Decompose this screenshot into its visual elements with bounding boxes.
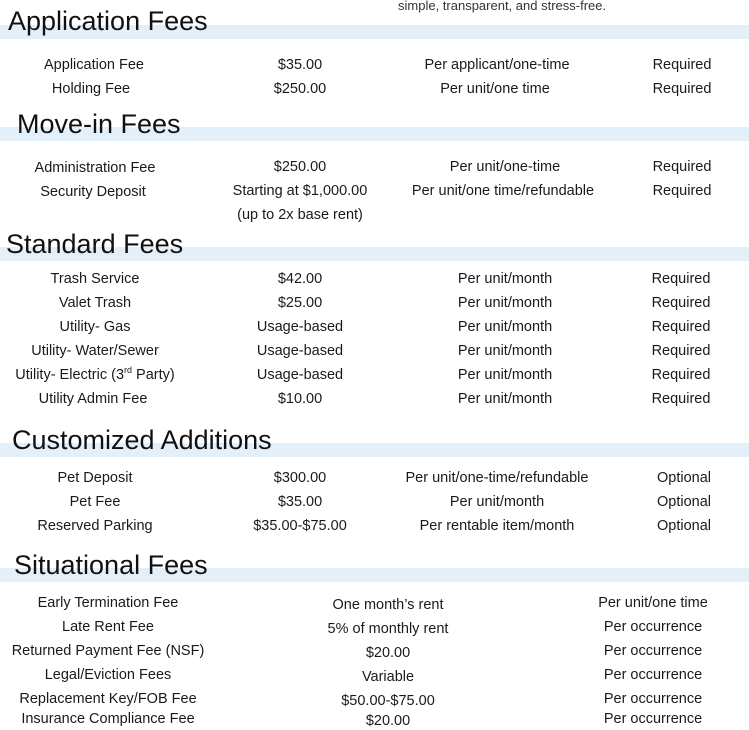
fee-amount: Usage-based bbox=[256, 343, 344, 359]
fee-status: Optional bbox=[656, 470, 711, 486]
fee-name-part: Party) bbox=[132, 367, 175, 383]
fee-status: Required bbox=[652, 183, 712, 199]
fee-basis: Per unit/month bbox=[457, 271, 553, 287]
fee-amount: $35.00 bbox=[277, 494, 323, 510]
fee-name: Pet Deposit bbox=[57, 470, 133, 486]
fee-status: Optional bbox=[656, 494, 711, 510]
fee-name: Valet Trash bbox=[58, 295, 132, 311]
fee-amount: $35.00 bbox=[277, 57, 323, 73]
fee-basis: Per unit/one time/refundable bbox=[411, 183, 595, 199]
section-title-standard: Standard Fees bbox=[6, 229, 184, 259]
fee-basis: Per unit/month bbox=[457, 319, 553, 335]
fee-name: Replacement Key/FOB Fee bbox=[19, 691, 197, 707]
fee-basis: Per unit/month bbox=[457, 343, 553, 359]
fee-name: Reserved Parking bbox=[37, 518, 153, 534]
fee-basis: Per unit/month bbox=[457, 295, 553, 311]
fee-name: Legal/Eviction Fees bbox=[44, 667, 172, 683]
fee-basis: Per occurrence bbox=[603, 667, 703, 683]
fee-name: Utility- Gas bbox=[59, 319, 131, 335]
fee-amount: $250.00 bbox=[273, 81, 327, 97]
fee-name bbox=[5, 366, 185, 384]
fee-amount: $35.00-$75.00 bbox=[253, 518, 347, 534]
fee-amount: $50.00-$75.00 bbox=[341, 693, 435, 709]
fee-status: Required bbox=[652, 81, 712, 97]
fee-name: Pet Fee bbox=[69, 494, 121, 510]
fee-amount: $10.00 bbox=[277, 391, 323, 407]
fee-name-part: Utility- Electric (3 bbox=[15, 367, 125, 383]
fee-name: Late Rent Fee bbox=[62, 619, 154, 635]
section-title-custom: Customized Additions bbox=[12, 425, 272, 455]
fee-amount: Variable bbox=[361, 669, 415, 685]
fee-amount: $250.00 bbox=[273, 159, 327, 175]
fee-name: Utility- Water/Sewer bbox=[31, 343, 159, 359]
fee-basis: Per unit/month bbox=[449, 494, 545, 510]
fee-basis: Per occurrence bbox=[603, 643, 703, 659]
fee-status: Required bbox=[651, 343, 711, 359]
fee-name: Administration Fee bbox=[34, 160, 156, 176]
fee-basis: Per unit/one time bbox=[440, 81, 550, 97]
fee-amount: $20.00 bbox=[365, 645, 411, 661]
fee-basis: Per unit/month bbox=[457, 367, 553, 383]
fee-status: Required bbox=[651, 295, 711, 311]
fee-basis: Per unit/month bbox=[457, 391, 553, 407]
fee-name: Utility Admin Fee bbox=[38, 391, 148, 407]
section-title-application: Application Fees bbox=[8, 6, 208, 36]
fee-name: Trash Service bbox=[50, 271, 140, 287]
fee-amount: $300.00 bbox=[273, 470, 327, 486]
fee-amount: Usage-based bbox=[256, 319, 344, 335]
fee-status: Required bbox=[652, 159, 712, 175]
fee-status: Required bbox=[651, 319, 711, 335]
intro-text: simple, transparent, and stress-free. bbox=[398, 0, 607, 13]
fee-name: Holding Fee bbox=[51, 81, 131, 97]
section-title-situational: Situational Fees bbox=[14, 550, 208, 580]
fee-basis: Per unit/one-time bbox=[449, 159, 561, 175]
fee-name: Returned Payment Fee (NSF) bbox=[11, 643, 205, 659]
fee-basis: Per occurrence bbox=[603, 691, 703, 707]
fee-name: Insurance Compliance Fee bbox=[21, 711, 195, 727]
fee-basis: Per unit/one time bbox=[598, 595, 708, 611]
section-title-movein: Move-in Fees bbox=[17, 109, 181, 139]
fee-basis: Per applicant/one-time bbox=[424, 57, 570, 73]
fee-status: Optional bbox=[656, 518, 711, 534]
fee-basis: Per occurrence bbox=[603, 619, 703, 635]
fee-status: Required bbox=[651, 271, 711, 287]
fee-amount: $20.00 bbox=[365, 713, 411, 729]
ordinal-suffix: rd bbox=[124, 365, 133, 376]
fee-amount: Usage-based bbox=[256, 367, 344, 383]
fee-basis: Per rentable item/month bbox=[419, 518, 575, 534]
fee-amount-note: (up to 2x base rent) bbox=[237, 207, 363, 223]
fee-status: Required bbox=[651, 367, 711, 383]
fee-amount: 5% of monthly rent bbox=[327, 621, 449, 637]
fee-amount: $25.00 bbox=[277, 295, 323, 311]
fee-basis: Per unit/one-time/refundable bbox=[405, 470, 589, 486]
fee-basis: Per occurrence bbox=[603, 711, 703, 727]
fee-amount: One month’s rent bbox=[332, 597, 444, 613]
fee-status: Required bbox=[651, 391, 711, 407]
fee-name: Security Deposit bbox=[40, 184, 146, 200]
fee-name: Application Fee bbox=[44, 57, 144, 73]
fee-amount: Starting at $1,000.00 bbox=[232, 183, 368, 199]
fee-name: Early Termination Fee bbox=[37, 595, 179, 611]
fee-status: Required bbox=[652, 57, 712, 73]
fee-amount: $42.00 bbox=[277, 271, 323, 287]
